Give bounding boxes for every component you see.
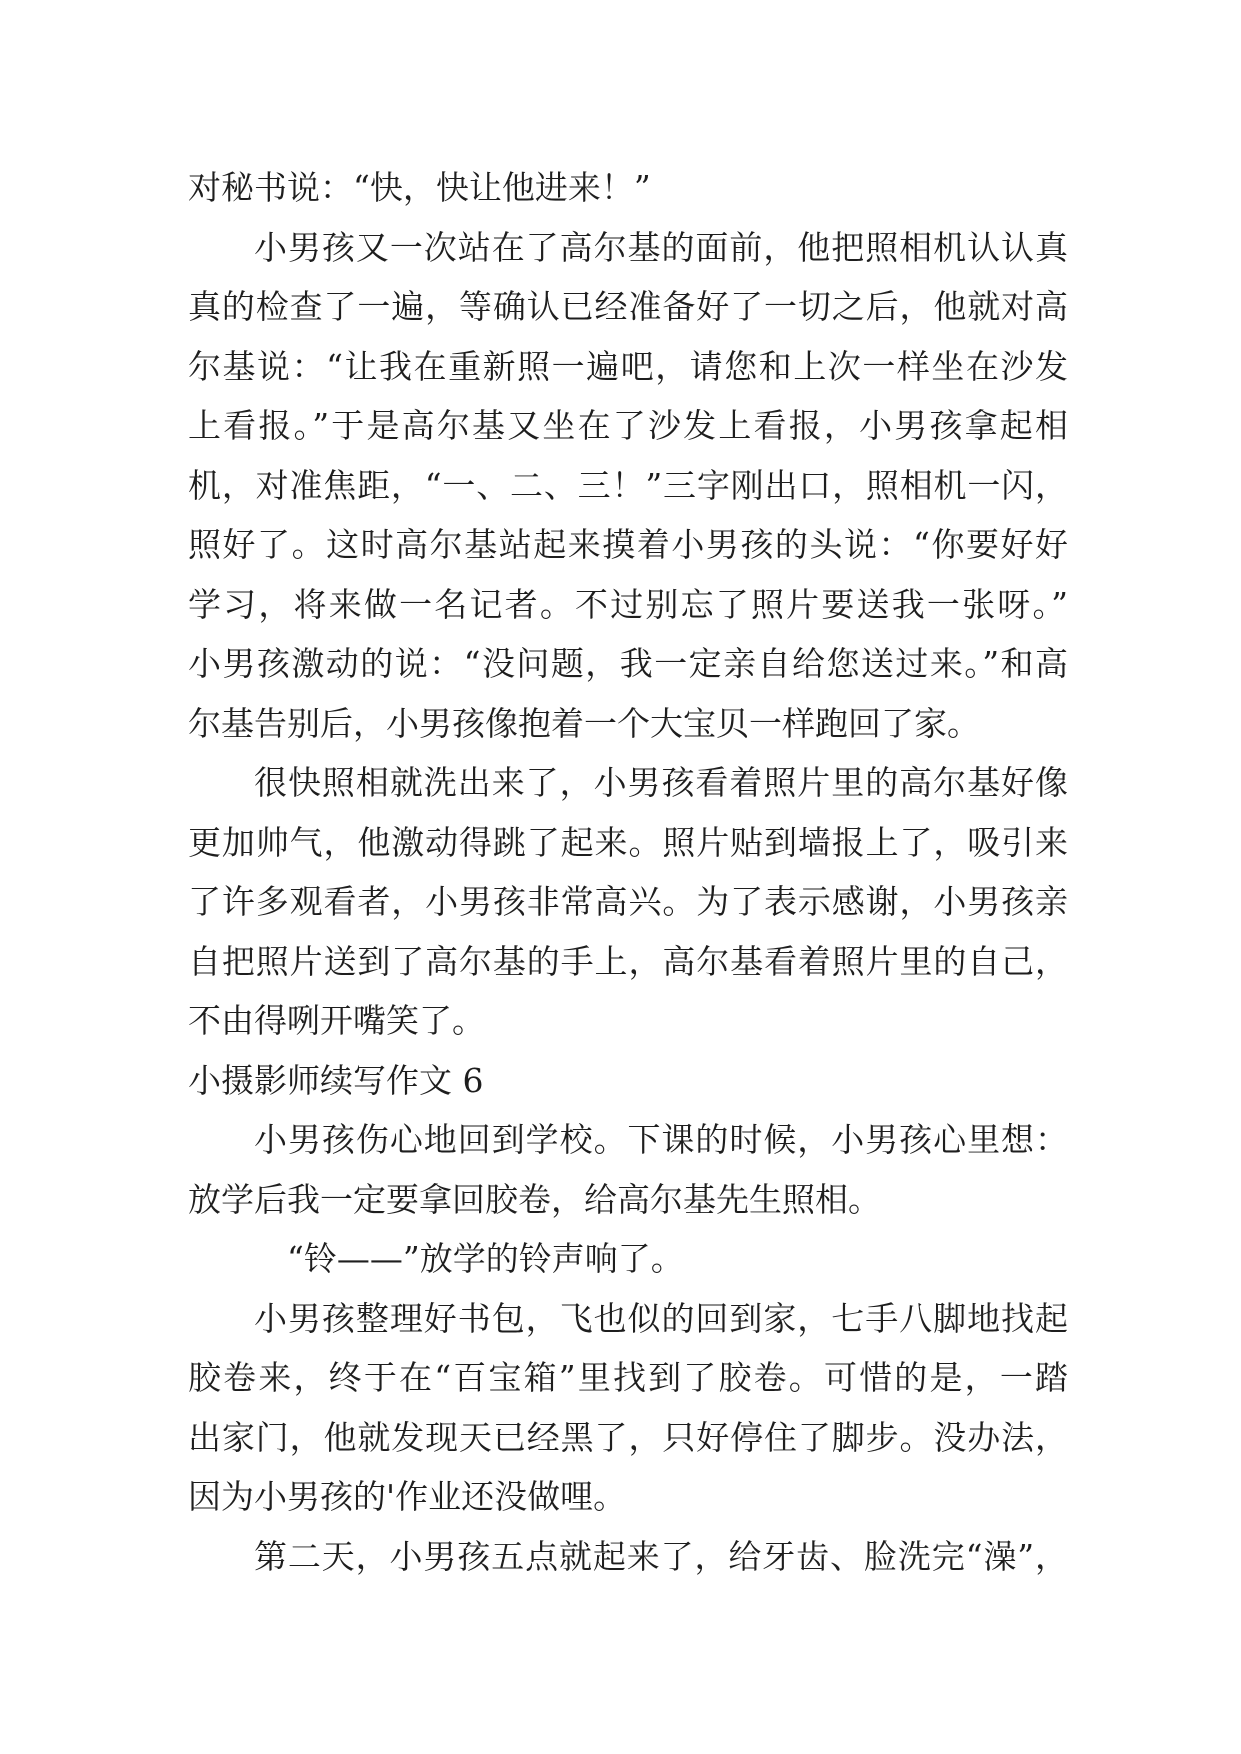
- paragraph-first-line: 小男孩又一次站在了高尔基的面前，他把照相机认认真: [254, 227, 1068, 267]
- text-line: 胶卷来，终于在“百宝箱”里找到了胶卷。可惜的是，一踏: [188, 1358, 1068, 1397]
- section-heading: 小摄影师续写作文 6: [188, 1060, 484, 1100]
- paragraph-first-line: 很快照相就洗出来了，小男孩看着照片里的高尔基好像: [254, 763, 1068, 802]
- text-line: 出家门，他就发现天已经黑了，只好停住了脚步。没办法，: [188, 1417, 1068, 1457]
- text-line: 对秘书说：“快，快让他进来！”: [188, 168, 651, 207]
- text-line: 了许多观看者，小男孩非常高兴。为了表示感谢，小男孩亲: [188, 882, 1068, 921]
- text-line: 因为小男孩的'作业还没做哩。: [188, 1477, 627, 1516]
- paragraph-first-line: 小男孩整理好书包，飞也似的回到家，七手八脚地找起: [254, 1298, 1068, 1338]
- paragraph-first-line: “铃——”放学的铃声响了。: [287, 1239, 684, 1278]
- text-line: 照好了。这时高尔基站起来摸着小男孩的头说：“你要好好: [188, 525, 1068, 564]
- paragraph-first-line: 小男孩伤心地回到学校。下课的时候，小男孩心里想：: [254, 1120, 1068, 1159]
- text-line: 不由得咧开嘴笑了。: [188, 1001, 485, 1040]
- text-line: 上看报。”于是高尔基又坐在了沙发上看报，小男孩拿起相: [188, 406, 1068, 445]
- document-body: [188, 158, 1068, 1586]
- text-line: 尔基告别后，小男孩像抱着一个大宝贝一样跑回了家。: [188, 703, 980, 743]
- text-line: 小男孩激动的说：“没问题，我一定亲自给您送过来。”和高: [188, 644, 1068, 683]
- text-line: 真的检查了一遍，等确认已经准备好了一切之后，他就对高: [188, 287, 1068, 326]
- text-line: 更加帅气，他激动得跳了起来。照片贴到墙报上了，吸引来: [188, 822, 1068, 862]
- text-line: 尔基说：“让我在重新照一遍吧，请您和上次一样坐在沙发: [188, 346, 1068, 386]
- paragraph-first-line: 第二天，小男孩五点就起来了，给牙齿、脸洗完“澡”，: [254, 1536, 1068, 1576]
- text-line: 放学后我一定要拿回胶卷，给高尔基先生照相。: [188, 1179, 881, 1219]
- text-line: 机，对准焦距，“一、二、三！”三字刚出口，照相机一闪，: [188, 465, 1068, 505]
- text-line: 自把照片送到了高尔基的手上，高尔基看着照片里的自己，: [188, 941, 1068, 981]
- text-line: 学习，将来做一名记者。不过别忘了照片要送我一张呀。”: [188, 584, 1068, 624]
